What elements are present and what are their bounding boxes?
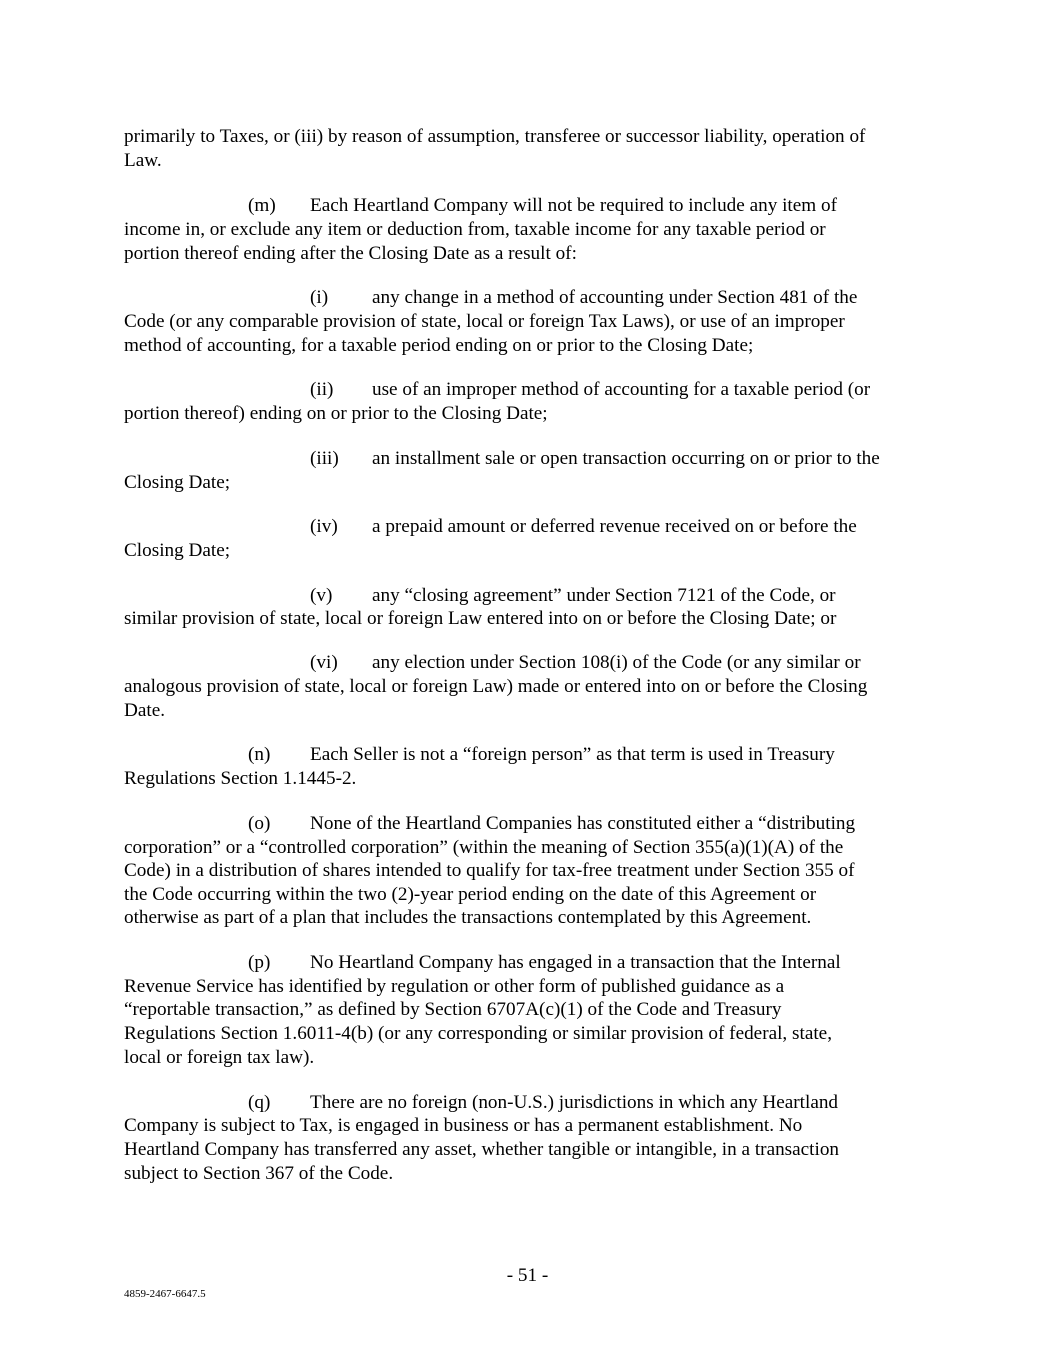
paragraph-line: Regulations Section 1.1445-2. xyxy=(124,768,357,789)
clause-n-first-line: Each Seller is not a “foreign person” as that term is used in Treasury xyxy=(310,744,835,765)
paragraph-line: the Code occurring within the two (2)-year period ending on the date of this Agreement or xyxy=(124,884,817,905)
paragraph-line: corporation” or a “controlled corporation” (within the meaning of Section 355(a)(1)(A) of the xyxy=(124,837,844,858)
document-id: 4859-2467-6647.5 xyxy=(124,1288,206,1300)
paragraph-line: Heartland Company has transferred any asset, whether tangible or intangible, in a transaction xyxy=(124,1139,840,1160)
paragraph-line: local or foreign tax law). xyxy=(124,1047,315,1068)
clause-label-o: (o) xyxy=(248,813,271,834)
subclause-i-first-line: any change in a method of accounting under Section 481 of the xyxy=(372,287,858,308)
paragraph-line: Regulations Section 1.6011-4(b) (or any corresponding or similar provision of federal, state, xyxy=(124,1023,832,1044)
paragraph-line: Revenue Service has identified by regulation or other form of published guidance as a xyxy=(124,976,785,997)
paragraph-line: Company is subject to Tax, is engaged in business or has a permanent establishment. No xyxy=(124,1115,803,1136)
paragraph-line: otherwise as part of a plan that includes the transactions contemplated by this Agreement. xyxy=(124,907,812,928)
subclause-label-vi: (vi) xyxy=(310,652,338,673)
paragraph-line: Code) in a distribution of shares intended to qualify for tax-free treatment under Section 355 of xyxy=(124,860,855,881)
paragraph-line: Code (or any comparable provision of state, local or foreign Tax Laws), or use of an improper xyxy=(124,311,845,332)
clause-o-first-line: None of the Heartland Companies has constituted either a “distributing xyxy=(310,813,856,834)
subclause-label-ii: (ii) xyxy=(310,379,334,400)
paragraph-line: Closing Date; xyxy=(124,540,231,561)
page-number: - 51 - xyxy=(506,1265,549,1286)
paragraph-line: portion thereof ending after the Closing Date as a result of: xyxy=(124,243,577,264)
paragraph-line: Law. xyxy=(124,150,162,171)
paragraph-line: similar provision of state, local or foreign Law entered into on or before the Closing Date; or xyxy=(124,608,837,629)
paragraph-line: income in, or exclude any item or deduction from, taxable income for any taxable period or xyxy=(124,219,826,240)
subclause-label-iv: (iv) xyxy=(310,516,338,537)
clause-label-n: (n) xyxy=(248,744,271,765)
paragraph-line: Closing Date; xyxy=(124,472,231,493)
subclause-vi-first-line: any election under Section 108(i) of the Code (or any similar or xyxy=(372,652,861,673)
clause-m-first-line: Each Heartland Company will not be required to include any item of xyxy=(310,195,837,216)
paragraph-line: Date. xyxy=(124,700,166,721)
paragraph-line: analogous provision of state, local or foreign Law) made or entered into on or before the Closing xyxy=(124,676,868,697)
paragraph-line: portion thereof) ending on or prior to the Closing Date; xyxy=(124,403,548,424)
clause-label-p: (p) xyxy=(248,952,271,973)
clause-q-first-line: There are no foreign (non-U.S.) jurisdictions in which any Heartland xyxy=(310,1092,839,1113)
subclause-label-i: (i) xyxy=(310,287,329,308)
subclause-label-v: (v) xyxy=(310,585,333,606)
clause-p-first-line: No Heartland Company has engaged in a transaction that the Internal xyxy=(310,952,841,973)
paragraph-line: “reportable transaction,” as defined by Section 6707A(c)(1) of the Code and Treasury xyxy=(124,999,782,1020)
clause-label-q: (q) xyxy=(248,1092,271,1113)
paragraph-line: primarily to Taxes, or (iii) by reason of assumption, transferee or successor liability, operation of xyxy=(124,126,866,147)
subclause-ii-first-line: use of an improper method of accounting for a taxable period (or xyxy=(372,379,871,400)
subclause-iii-first-line: an installment sale or open transaction occurring on or prior to the xyxy=(372,448,880,469)
subclause-iv-first-line: a prepaid amount or deferred revenue received on or before the xyxy=(372,516,857,537)
subclause-label-iii: (iii) xyxy=(310,448,339,469)
paragraph-line: method of accounting, for a taxable period ending on or prior to the Closing Date; xyxy=(124,335,754,356)
clause-label-m: (m) xyxy=(248,195,276,216)
paragraph-line: subject to Section 367 of the Code. xyxy=(124,1163,394,1184)
subclause-v-first-line: any “closing agreement” under Section 7121 of the Code, or xyxy=(372,585,836,606)
